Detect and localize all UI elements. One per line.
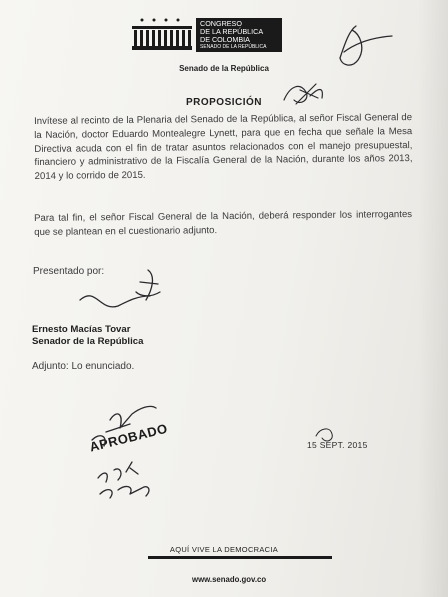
logo-line: DE COLOMBIA bbox=[200, 35, 250, 44]
footer-website: www.senado.gov.co bbox=[192, 575, 267, 584]
institution-header: Senado de la República bbox=[179, 64, 269, 73]
signer-name: Ernesto Macías Tovar bbox=[32, 324, 131, 335]
signer-title: Senador de la República bbox=[32, 336, 144, 347]
date-stamp: 15 SEPT. 2015 bbox=[307, 440, 368, 450]
logo-line: CONGRESO bbox=[200, 19, 242, 28]
footer-divider bbox=[148, 556, 332, 559]
footer-motto: AQUÍ VIVE LA DEMOCRACIA bbox=[169, 545, 279, 554]
signer-block bbox=[32, 324, 143, 348]
document-title: PROPOSICIÓN bbox=[185, 97, 263, 108]
approval-handwriting bbox=[98, 462, 149, 498]
proposition-paragraph: Invítese al recinto de la Plenaria del Senado de la República, al señor Fiscal General de la Nación, doctor Eduardo Montealegre Lynett, para que en fecha que señale la Mesa Directiva acuda con el fin de tratar asuntos relacionados con el manejo presupuestal, financiero y administrativo de la Fiscalía General de la Nación, durante los años 2013, 2014 y lo corrido de 2015. bbox=[34, 112, 413, 183]
handwritten-initials bbox=[340, 26, 392, 65]
logo-line: SENADO DE LA REPÚBLICA bbox=[200, 44, 267, 50]
page-shadow bbox=[418, 0, 448, 597]
presented-by-label: Presentado por: bbox=[33, 266, 105, 277]
capitol-building-icon bbox=[130, 16, 194, 54]
proposition-paragraph: Para tal fin, el señor Fiscal General de la Nación, deberá responder los interrogantes que se plantean en el cuestionario adjunto. bbox=[34, 209, 413, 238]
logo-line: DE LA REPÚBLICA bbox=[200, 27, 264, 36]
attachment-note: Adjunto: Lo enunciado. bbox=[32, 361, 135, 372]
logo-text-box bbox=[196, 18, 282, 52]
approved-stamp: APROBADO bbox=[88, 420, 170, 455]
congress-logo bbox=[130, 16, 282, 54]
